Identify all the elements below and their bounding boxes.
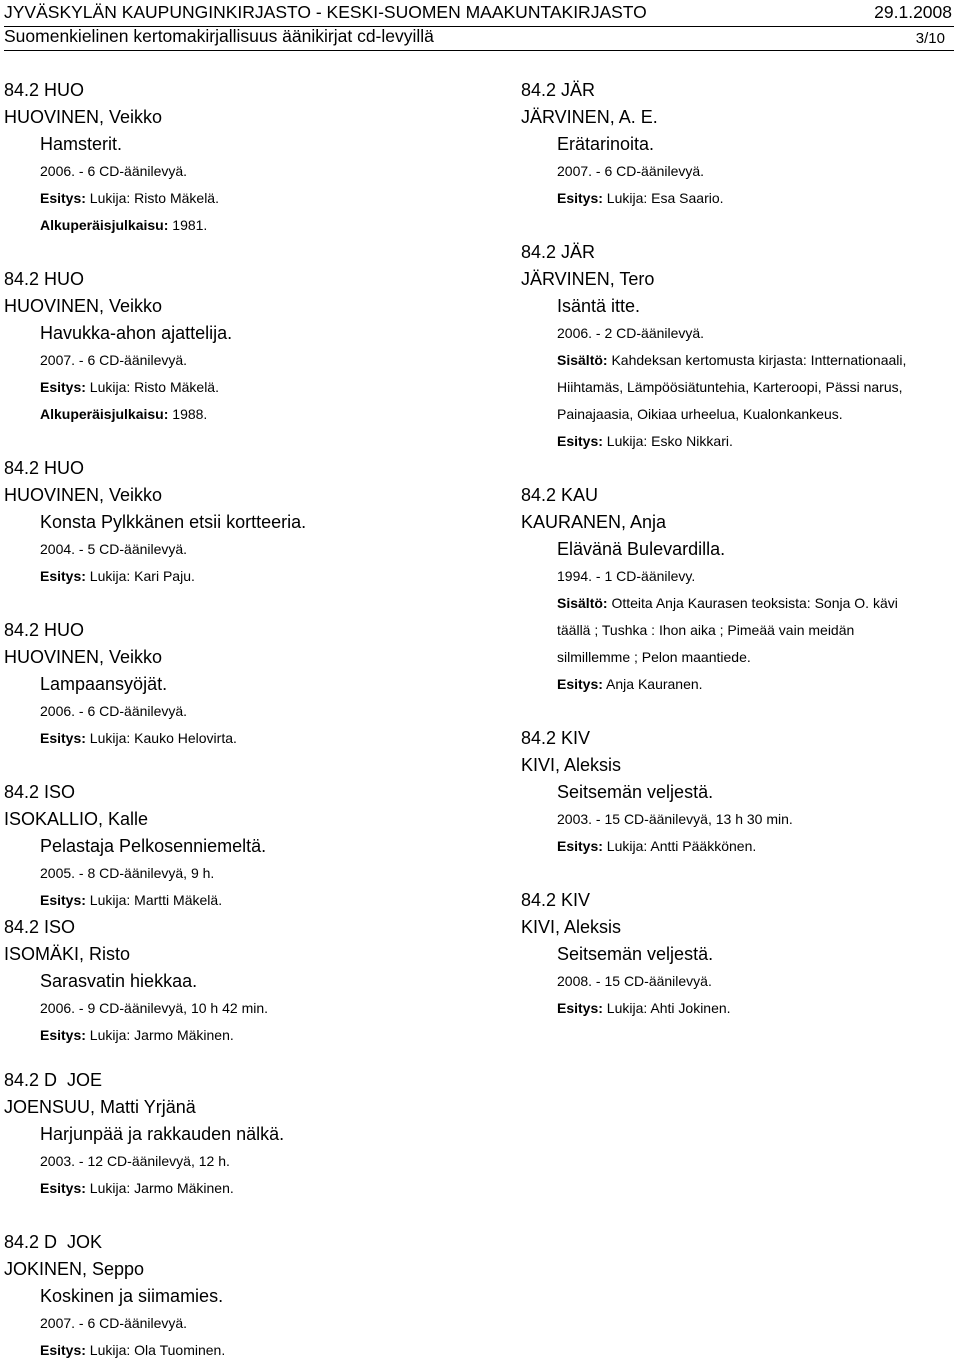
catalog-entry xyxy=(4,914,474,1049)
detail-label: Esitys: xyxy=(40,1027,86,1043)
header-rule-bottom xyxy=(4,50,954,51)
catalog-entry xyxy=(521,725,960,860)
entry-spacer xyxy=(521,860,960,887)
detail-line xyxy=(521,563,960,590)
title: Koskinen ja siimamies. xyxy=(40,1286,224,1306)
catalog-entry xyxy=(4,455,474,590)
detail-line xyxy=(4,374,474,401)
detail-line xyxy=(521,590,960,617)
catalog-entry xyxy=(521,887,960,1022)
page-number: 3/10 xyxy=(915,30,945,47)
detail-label: Esitys: xyxy=(40,1180,86,1196)
classification: 84.2 HUO xyxy=(4,458,85,478)
detail-text: 2005. - 8 CD-äänilevyä, 9 h. xyxy=(40,865,215,881)
detail-line xyxy=(521,833,960,860)
author: JOKINEN, Seppo xyxy=(4,1259,145,1279)
catalog-entry xyxy=(4,77,474,239)
detail-label: Sisältö: xyxy=(557,595,608,611)
detail-text: Lukija: Martti Mäkelä. xyxy=(85,892,223,908)
detail-label: Alkuperäisjulkaisu: xyxy=(40,406,169,422)
detail-text: Kahdeksan kertomusta kirjasta: Intternationaali, xyxy=(607,352,907,368)
detail-line xyxy=(4,347,474,374)
title: Havukka-ahon ajattelija. xyxy=(40,323,233,343)
detail-line xyxy=(521,347,960,374)
classification: 84.2 JÄR xyxy=(521,242,596,262)
detail-label: Esitys: xyxy=(557,838,603,854)
entry-spacer xyxy=(4,752,474,779)
detail-text: 1988. xyxy=(168,406,208,422)
entry-spacer xyxy=(4,428,474,455)
detail-line xyxy=(4,1175,474,1202)
right-column xyxy=(521,77,960,1022)
detail-text: Lukija: Esa Saario. xyxy=(602,190,724,206)
detail-line xyxy=(521,617,960,644)
detail-text: Lukija: Ahti Jokinen. xyxy=(602,1000,731,1016)
classification: 84.2 KIV xyxy=(521,890,591,910)
title: Isäntä itte. xyxy=(557,296,641,316)
detail-line xyxy=(4,1337,474,1364)
classification: 84.2 ISO xyxy=(4,917,76,937)
entry-spacer xyxy=(521,455,960,482)
classification: 84.2 HUO xyxy=(4,620,85,640)
detail-line xyxy=(4,401,474,428)
detail-text: 2003. - 15 CD-äänilevyä, 13 h 30 min. xyxy=(557,811,793,827)
detail-text: Lukija: Jarmo Mäkinen. xyxy=(85,1180,234,1196)
detail-text: 2007. - 6 CD-äänilevyä. xyxy=(557,163,705,179)
detail-line xyxy=(4,1148,474,1175)
detail-line xyxy=(521,158,960,185)
detail-text: 2006. - 2 CD-äänilevyä. xyxy=(557,325,705,341)
left-column xyxy=(4,77,474,1049)
title: Harjunpää ja rakkauden nälkä. xyxy=(40,1124,285,1144)
title: Konsta Pylkkänen etsii kortteeria. xyxy=(40,512,307,532)
detail-label: Esitys: xyxy=(40,730,86,746)
catalog-entry xyxy=(521,239,960,455)
page-header xyxy=(4,0,952,24)
detail-label: Esitys: xyxy=(557,190,603,206)
author: HUOVINEN, Veikko xyxy=(4,296,163,316)
title: Sarasvatin hiekkaa. xyxy=(40,971,198,991)
author: HUOVINEN, Veikko xyxy=(4,107,163,127)
list-title: Suomenkielinen kertomakirjallisuus äänikirjat cd-levyillä xyxy=(4,26,434,46)
detail-text: Lukija: Antti Pääkkönen. xyxy=(602,838,757,854)
detail-text: Otteita Anja Kaurasen teoksista: Sonja O. kävi xyxy=(607,595,898,611)
title: Pelastaja Pelkosenniemeltä. xyxy=(40,836,267,856)
title: Seitsemän veljestä. xyxy=(557,944,714,964)
detail-text: 2006. - 6 CD-äänilevyä. xyxy=(40,163,188,179)
detail-text: Lukija: Kari Paju. xyxy=(85,568,195,584)
library-name: JYVÄSKYLÄN KAUPUNGINKIRJASTO - KESKI-SUOMEN MAAKUNTAKIRJASTO xyxy=(4,2,647,22)
detail-label: Esitys: xyxy=(40,1342,86,1358)
detail-label: Esitys: xyxy=(40,190,86,206)
detail-text: Painajaasia, Oikiaa urheelua, Kualonkankeus. xyxy=(557,406,843,422)
author: HUOVINEN, Veikko xyxy=(4,485,163,505)
author: JÄRVINEN, A. E. xyxy=(521,107,658,127)
entry-spacer xyxy=(4,590,474,617)
detail-label: Esitys: xyxy=(40,379,86,395)
catalog-entry xyxy=(521,482,960,698)
detail-label: Esitys: xyxy=(40,892,86,908)
detail-text: Lukija: Esko Nikkari. xyxy=(602,433,733,449)
detail-line xyxy=(4,536,474,563)
detail-line xyxy=(521,644,960,671)
detail-text: Lukija: Risto Mäkelä. xyxy=(85,379,219,395)
author: KAURANEN, Anja xyxy=(521,512,667,532)
detail-text: Lukija: Jarmo Mäkinen. xyxy=(85,1027,234,1043)
print-date: 29.1.2008 xyxy=(874,2,952,22)
detail-line xyxy=(4,1022,474,1049)
title: Erätarinoita. xyxy=(557,134,655,154)
author: JÄRVINEN, Tero xyxy=(521,269,655,289)
classification: 84.2 JÄR xyxy=(521,80,596,100)
detail-line xyxy=(521,671,960,698)
detail-label: Esitys: xyxy=(40,568,86,584)
entry-spacer xyxy=(521,698,960,725)
page-subheader xyxy=(4,24,952,48)
detail-line xyxy=(521,428,960,455)
detail-line xyxy=(4,185,474,212)
catalog-entry xyxy=(4,779,474,914)
catalog-entry xyxy=(521,77,960,212)
detail-line xyxy=(521,968,960,995)
title: Elävänä Bulevardilla. xyxy=(557,539,726,559)
detail-line xyxy=(4,995,474,1022)
classification: 84.2 ISO xyxy=(4,782,76,802)
detail-line xyxy=(4,860,474,887)
detail-line xyxy=(521,374,960,401)
detail-line xyxy=(4,1310,474,1337)
catalog-entry xyxy=(4,1229,474,1364)
detail-label: Sisältö: xyxy=(557,352,608,368)
detail-text: 2004. - 5 CD-äänilevyä. xyxy=(40,541,188,557)
detail-label: Esitys: xyxy=(557,676,603,692)
author: ISOMÄKI, Risto xyxy=(4,944,131,964)
catalog-entry xyxy=(4,266,474,428)
bottom-column xyxy=(4,1067,474,1364)
classification: 84.2 KIV xyxy=(521,728,591,748)
title: Hamsterit. xyxy=(40,134,123,154)
detail-line xyxy=(521,185,960,212)
detail-line xyxy=(4,212,474,239)
detail-line xyxy=(521,401,960,428)
detail-line xyxy=(521,806,960,833)
detail-text: 1981. xyxy=(168,217,208,233)
detail-text: Hiihtamäs, Lämpöösiätuntehia, Karteroopi, Pässi narus, xyxy=(557,379,903,395)
detail-text: 2007. - 6 CD-äänilevyä. xyxy=(40,352,188,368)
catalog-entry xyxy=(4,617,474,752)
detail-line xyxy=(4,563,474,590)
detail-line xyxy=(4,725,474,752)
detail-line xyxy=(4,698,474,725)
detail-label: Esitys: xyxy=(557,1000,603,1016)
classification: 84.2 KAU xyxy=(521,485,599,505)
author: JOENSUU, Matti Yrjänä xyxy=(4,1097,196,1117)
entry-spacer xyxy=(521,212,960,239)
author: KIVI, Aleksis xyxy=(521,755,622,775)
detail-line xyxy=(521,320,960,347)
detail-text: 2006. - 6 CD-äänilevyä. xyxy=(40,703,188,719)
detail-text: silmillemme ; Pelon maantiede. xyxy=(557,649,751,665)
detail-text: 2008. - 15 CD-äänilevyä. xyxy=(557,973,712,989)
author: ISOKALLIO, Kalle xyxy=(4,809,149,829)
detail-text: Lukija: Risto Mäkelä. xyxy=(85,190,219,206)
detail-label: Esitys: xyxy=(557,433,603,449)
detail-text: 2007. - 6 CD-äänilevyä. xyxy=(40,1315,188,1331)
author: HUOVINEN, Veikko xyxy=(4,647,163,667)
title: Lampaansyöjät. xyxy=(40,674,168,694)
detail-text: Lukija: Kauko Helovirta. xyxy=(85,730,237,746)
detail-text: 2003. - 12 CD-äänilevyä, 12 h. xyxy=(40,1153,230,1169)
entry-spacer xyxy=(4,239,474,266)
detail-line xyxy=(4,158,474,185)
classification: 84.2 D JOE xyxy=(4,1070,103,1090)
title: Seitsemän veljestä. xyxy=(557,782,714,802)
classification: 84.2 D JOK xyxy=(4,1232,103,1252)
detail-line xyxy=(521,995,960,1022)
classification: 84.2 HUO xyxy=(4,80,85,100)
detail-label: Alkuperäisjulkaisu: xyxy=(40,217,169,233)
author: KIVI, Aleksis xyxy=(521,917,622,937)
detail-text: Lukija: Ola Tuominen. xyxy=(85,1342,226,1358)
detail-text: täällä ; Tushka : Ihon aika ; Pimeää vain meidän xyxy=(557,622,855,638)
entry-spacer xyxy=(4,1202,474,1229)
detail-text: 1994. - 1 CD-äänilevy. xyxy=(557,568,696,584)
detail-text: 2006. - 9 CD-äänilevyä, 10 h 42 min. xyxy=(40,1000,269,1016)
detail-line xyxy=(4,887,474,914)
classification: 84.2 HUO xyxy=(4,269,85,289)
catalog-entry xyxy=(4,1067,474,1202)
detail-text: Anja Kauranen. xyxy=(602,676,703,692)
